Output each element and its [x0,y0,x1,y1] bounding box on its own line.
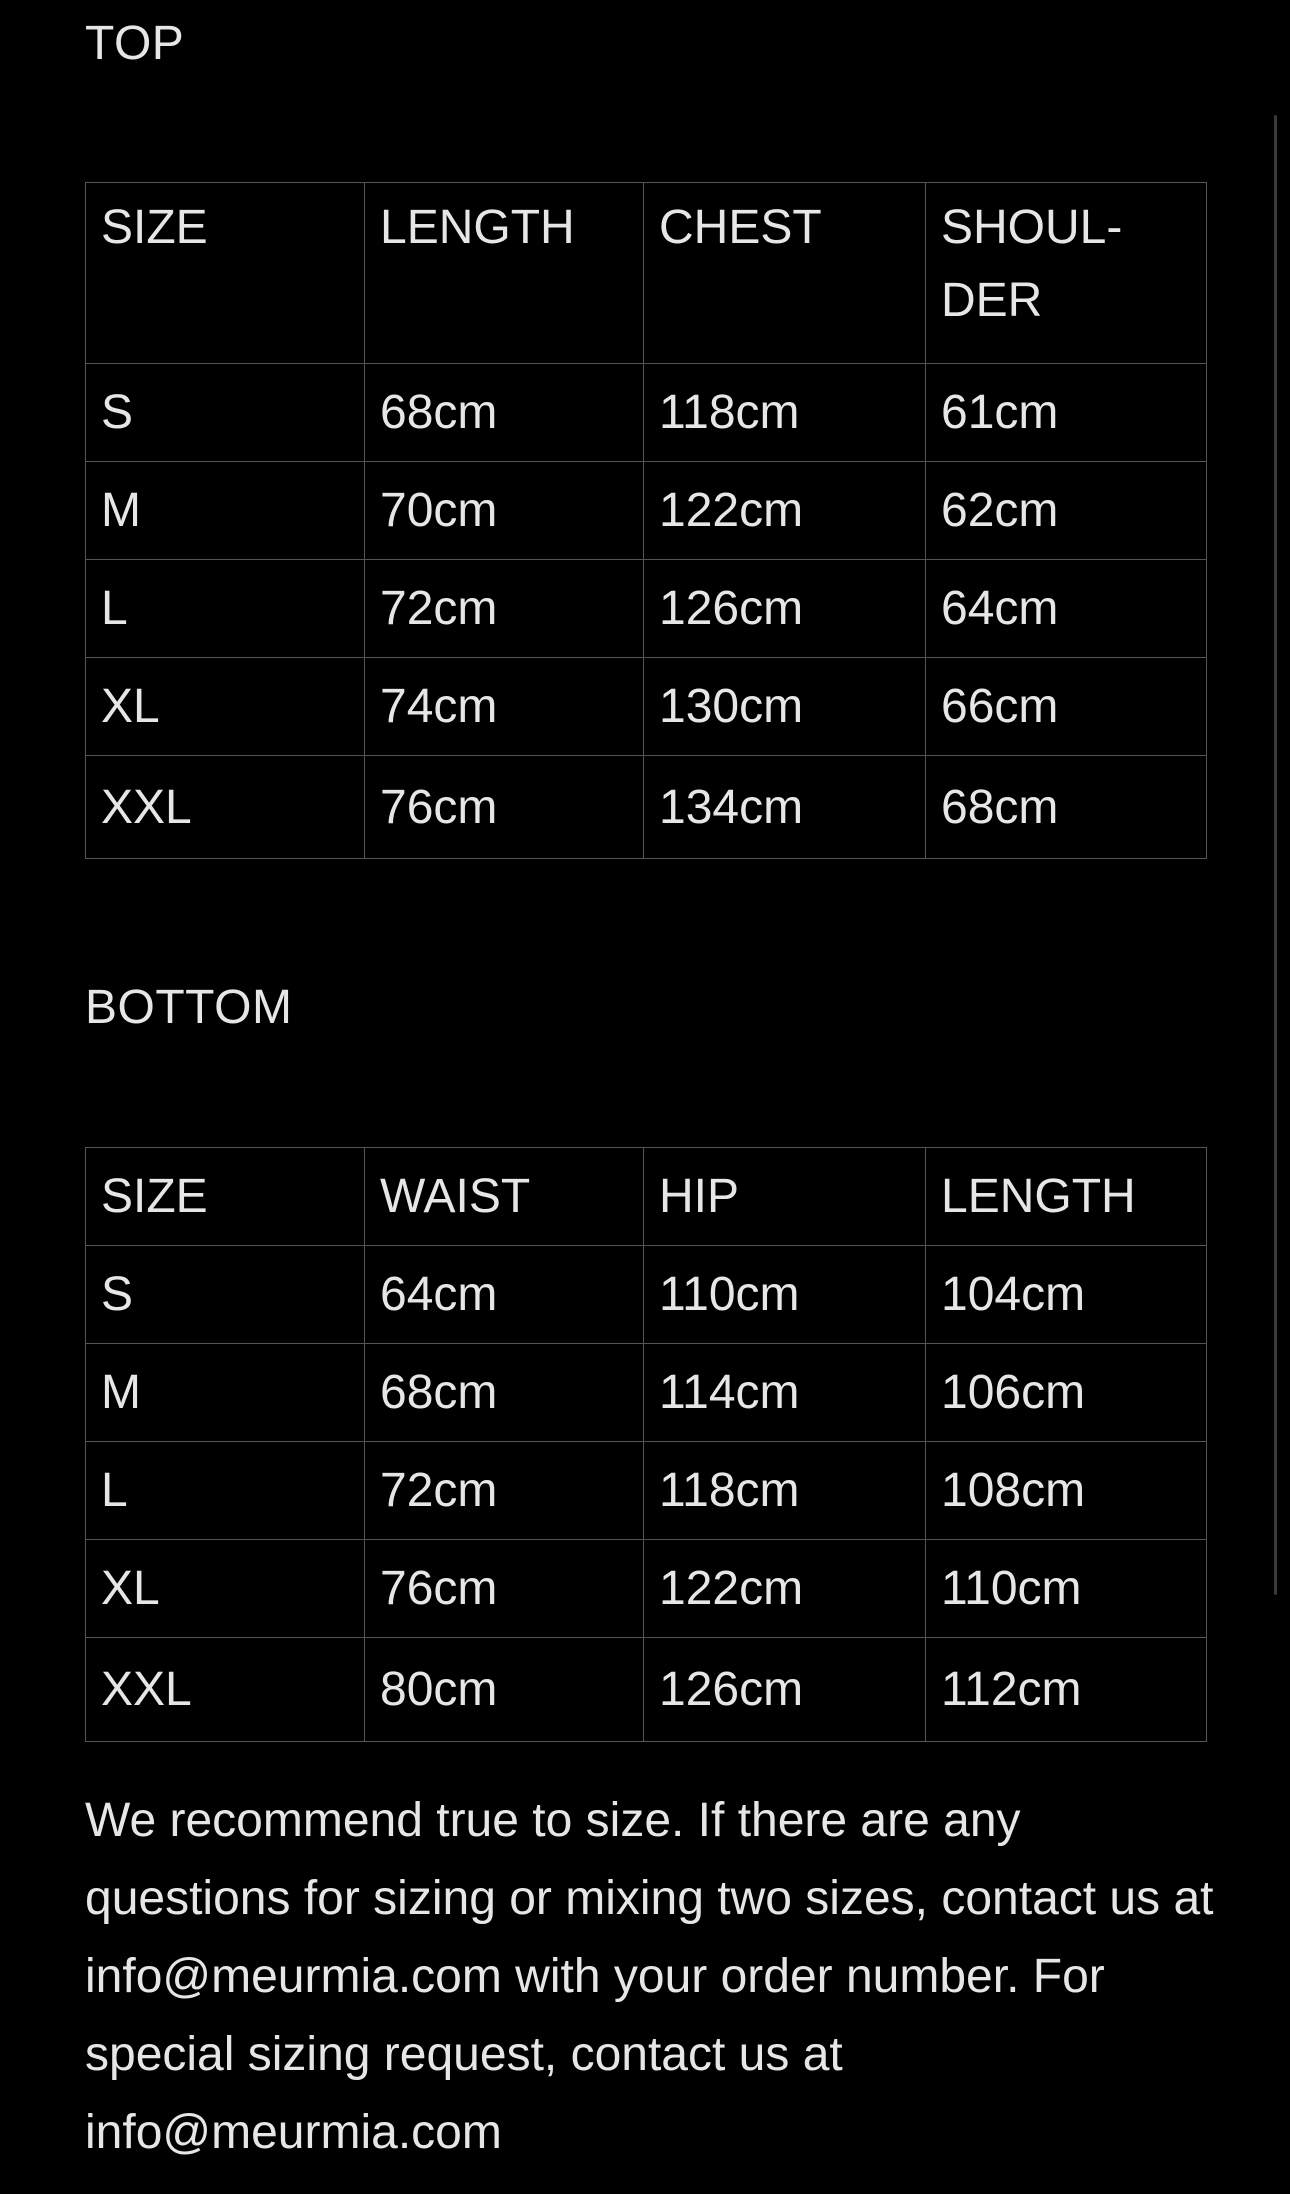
header-chest: CHEST [644,183,926,364]
cell-shoulder: 66cm [926,658,1207,756]
cell-hip: 114cm [644,1344,926,1442]
header-shoulder [926,183,1207,364]
table-row [86,560,1207,658]
header-waist: WAIST [365,1148,644,1246]
cell-length: 104cm [926,1246,1207,1344]
table-row [86,1246,1207,1344]
cell-size: M [86,1344,365,1442]
cell-size: L [86,560,365,658]
table-row [86,364,1207,462]
cell-size: S [86,364,365,462]
cell-shoulder: 62cm [926,462,1207,560]
cell-chest: 134cm [644,756,926,859]
cell-chest: 126cm [644,560,926,658]
cell-length: 68cm [365,364,644,462]
table-header-row [86,1148,1207,1246]
table-row [86,756,1207,859]
cell-hip: 110cm [644,1246,926,1344]
header-hip: HIP [644,1148,926,1246]
top-size-table [85,182,1207,859]
cell-hip: 126cm [644,1638,926,1742]
cell-length: 108cm [926,1442,1207,1540]
cell-length: 110cm [926,1540,1207,1638]
header-length: LENGTH [365,183,644,364]
cell-hip: 118cm [644,1442,926,1540]
cell-length: 76cm [365,756,644,859]
cell-size: XL [86,658,365,756]
cell-shoulder: 64cm [926,560,1207,658]
cell-size: XXL [86,756,365,859]
table-row [86,658,1207,756]
cell-size: L [86,1442,365,1540]
cell-waist: 72cm [365,1442,644,1540]
cell-length: 70cm [365,462,644,560]
table-row [86,1344,1207,1442]
bottom-size-table [85,1147,1207,1742]
cell-length: 112cm [926,1638,1207,1742]
table-row [86,462,1207,560]
table-row [86,1442,1207,1540]
cell-length: 72cm [365,560,644,658]
cell-waist: 80cm [365,1638,644,1742]
cell-chest: 130cm [644,658,926,756]
top-section-title: TOP [85,17,185,70]
cell-size: S [86,1246,365,1344]
bottom-section-title: BOTTOM [85,981,293,1034]
cell-size: XL [86,1540,365,1638]
cell-size: XXL [86,1638,365,1742]
header-size: SIZE [86,1148,365,1246]
cell-chest: 122cm [644,462,926,560]
cell-chest: 118cm [644,364,926,462]
cell-waist: 68cm [365,1344,644,1442]
table-row [86,1638,1207,1742]
cell-shoulder: 68cm [926,756,1207,859]
table-row [86,1540,1207,1638]
cell-length: 74cm [365,658,644,756]
sizing-note: We recommend true to size. If there are any questions for sizing or mixing two sizes, contact us at info@meurmia.com with your order number. For special sizing request, contact us at info@meurmia.com [85,1794,1214,2159]
cell-waist: 76cm [365,1540,644,1638]
cell-waist: 64cm [365,1246,644,1344]
cell-hip: 122cm [644,1540,926,1638]
header-shoulder-line-1: SHOUL- [941,201,1123,254]
header-length: LENGTH [926,1148,1207,1246]
cell-shoulder: 61cm [926,364,1207,462]
cell-length: 106cm [926,1344,1207,1442]
scrollbar[interactable] [1274,115,1277,1595]
table-header-row [86,183,1207,364]
header-size: SIZE [86,183,365,364]
cell-size: M [86,462,365,560]
header-shoulder-line-2: DER [941,274,1043,327]
